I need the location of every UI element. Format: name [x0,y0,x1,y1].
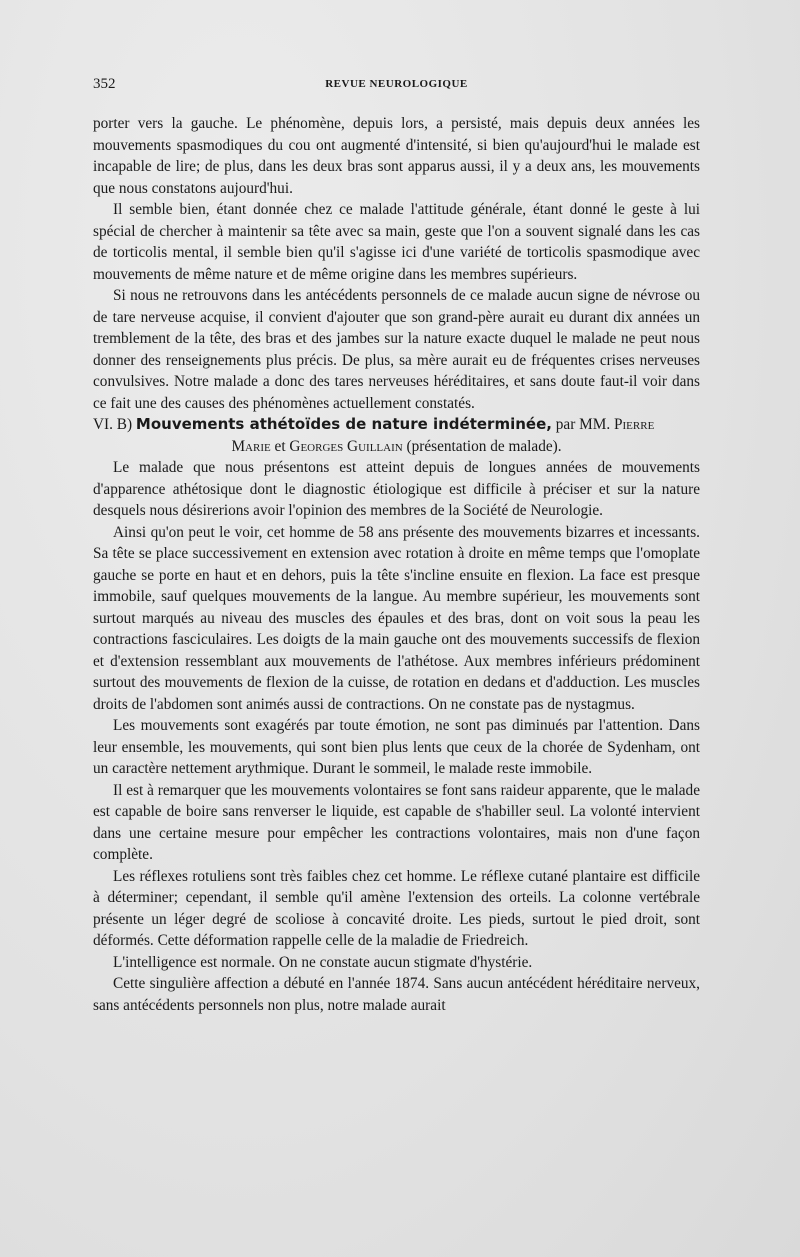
paragraph-2: Il semble bien, étant donnée chez ce malade l'attitude générale, étant donné le geste à lui spécial de chercher à maintenir sa tête avec sa main, geste que l'on a souvent signalé dans les cas de torticolis mental, il semble bien qu'il s'agisse ici d'une variété de torticolis spasmodique avec mouvements de même nature et de même origine dans les membres supérieurs. [93,201,700,283]
paragraph-1: porter vers la gauche. Le phénomène, depuis lors, a persisté, mais depuis deux années les mouvements spasmodiques du cou ont augmenté d'intensité, si bien qu'aujourd'hui le malade est incapable de lire; de plus, dans les deux bras sont apparus aussi, il y a deux ans, les mouvements que nous constatons aujourd'hui. [93,115,700,197]
section-number: VI. B) [93,416,133,433]
paragraph-3: Si nous ne retrouvons dans les antécédents personnels de ce malade aucun signe de névrose ou de tare nerveuse acquise, il convient d'ajouter que son grand-père aurait eu durant dix années un tremblement de la tête, des bras et des jambes sur la nature exacte duquel le malade ne peut nous donner des renseignements plus précis. De plus, sa mère aurait eu de fréquentes crises nerveuses convulsives. Notre malade a donc des tares nerveuses héréditaires, et sans doute faut-il voir dans ce fait une des causes des phénomènes actuellement constatés. [93,287,700,412]
author1-last-name: Marie [231,437,271,455]
section-and: et [274,437,286,455]
running-title: REVUE NEUROLOGIQUE [325,78,468,90]
section-title: Mouvements athétoïdes de nature indéterminée, [135,415,552,433]
paragraph-7: Il est à remarquer que les mouvements volontaires se font sans raideur apparente, que le malade est capable de boire sans renverser le liquide, est capable de s'habiller seul. La volonté intervient dans une certaine mesure pour empêcher les contractions volontaires, mais non d'une façon complète. [93,781,700,863]
page-body [93,113,700,1016]
section-heading [93,414,700,457]
section-heading-line-2 [93,436,700,458]
paragraph-10: Cette singulière affection a débuté en l'année 1874. Sans aucun antécédent héréditaire nerveux, sans antécédents personnels non plus, notre malade aurait [93,975,700,1014]
paragraph-9: L'intelligence est normale. On ne constate aucun stigmate d'hystérie. [113,953,533,971]
paragraph-5: Ainsi qu'on peut le voir, cet homme de 58 ans présente des mouvements bizarres et incessants. Sa tête se place successivement en extension avec rotation à droite en même temps que l'omoplate gauche se porte en haut et en dehors, puis la tête s'incline ensuite en flexion. La face est presque immobile, sauf quelques mouvements de la langue. Au membre supérieur, les mouvements sont surtout marqués au niveau des muscles des épaules et des bras, dont on voit sous la peau les contractions fasciculaires. Les doigts de la main gauche ont des mouvements successifs de flexion et d'extension ressemblant aux mouvements de l'athétose. Aux membres inférieurs prédominent surtout des mouvements de flexion de la cuisse, de rotation en dedans et d'adduction. Les muscles droits de l'abdomen sont animés aussi de contractions. On ne constate pas de nystagmus. [93,523,700,713]
author1-first-name: Pierre [614,416,655,433]
page-header [93,76,700,98]
author2-name: Georges Guillain [289,437,403,455]
paragraph-8: Les réflexes rotuliens sont très faibles chez cet homme. Le réflexe cutané plantaire est difficile à déterminer; cependant, il semble qu'il amène l'extension des orteils. La colonne vertébrale présente un léger degré de scoliose à concavité droite. Les pieds, surtout le pied droit, sont déformés. Cette déformation rappelle celle de la maladie de Friedreich. [93,867,700,949]
paragraph-4: Le malade que nous présentons est atteint depuis de longues années de mouvements d'apparence athétosique dont le diagnostic étiologique est difficile à préciser et sur la nature desquels nous désirerions avoir l'opinion des membres de la Société de Neurologie. [93,459,700,519]
paragraph-6: Les mouvements sont exagérés par toute émotion, ne sont pas diminués par l'attention. Dans leur ensemble, les mouvements, qui sont bien plus lents que ceux de la chorée de Sydenham, ont un caractère nettement arythmique. Durant le sommeil, le malade reste immobile. [93,717,700,777]
section-note: (présentation de malade). [406,437,562,455]
section-by: par MM. [555,416,611,433]
page-number: 352 [93,76,116,92]
